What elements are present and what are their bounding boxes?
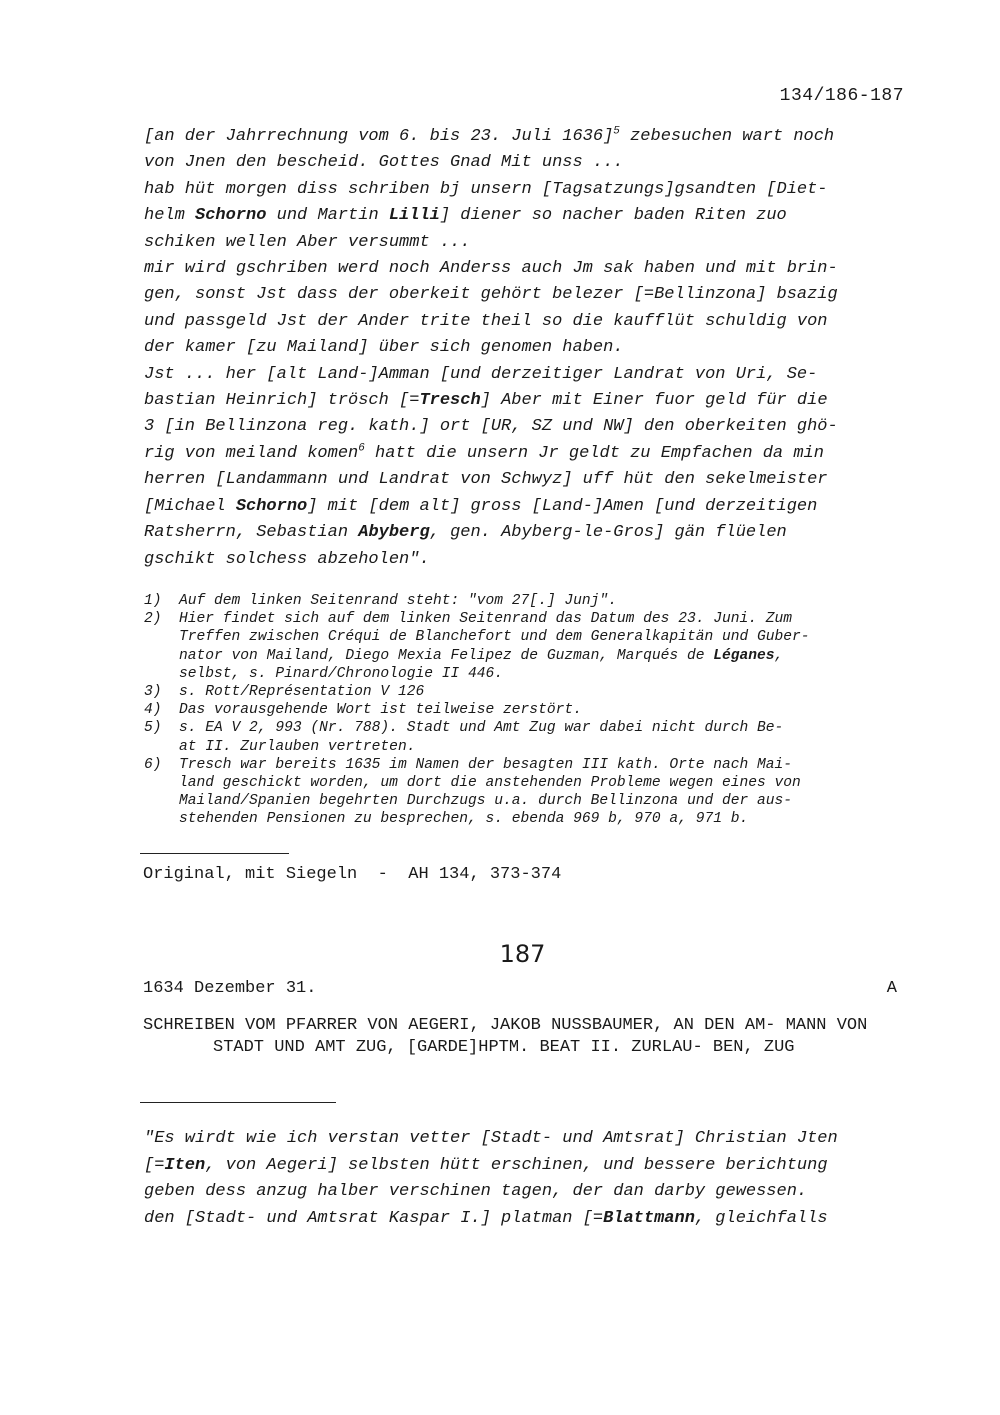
emphasized-name: Léganes — [713, 647, 775, 664]
footnote — [144, 719, 914, 755]
text-line — [144, 441, 904, 467]
text-run: [Michael — [144, 496, 236, 516]
footnotes — [144, 592, 914, 829]
text-run: "Es wirdt wie ich verstan vetter [Stadt- und Amtsrat] Christian Jten — [144, 1129, 838, 1148]
document-type-letter: A — [886, 979, 897, 998]
text-line — [144, 256, 904, 282]
text-line — [144, 1153, 904, 1180]
text-line — [144, 494, 904, 520]
footnote-marker: 6 — [358, 442, 365, 455]
footnote — [144, 701, 914, 719]
text-line — [144, 282, 904, 308]
text-run: der kamer [zu Mailand] über sich genomen haben. — [144, 338, 624, 358]
footnote-line — [179, 792, 914, 810]
footnote-line — [179, 756, 914, 774]
footnote-number: 2) — [144, 611, 162, 628]
text-run: schiken wellen Aber versummt ... — [144, 232, 471, 252]
text-run: land geschickt worden, um dort die anstehenden Probleme wegen eines von — [179, 775, 801, 792]
footnote-line — [179, 738, 914, 756]
text-run: , gleichfalls — [694, 1208, 828, 1228]
text-line — [144, 362, 904, 388]
text-run: ] mit [dem alt] gross [Land-]Amen [und derzeitigen — [307, 496, 818, 516]
footnote-line — [179, 610, 914, 628]
text-run: Das vorausgehende Wort ist teilweise zerstört. — [179, 702, 582, 719]
emphasized-name: Abyberg — [358, 523, 430, 543]
text-line — [144, 467, 904, 493]
text-line — [144, 309, 904, 335]
emphasized-name: Schorno — [195, 206, 267, 226]
document-number: 187 — [499, 940, 546, 968]
text-run: 3 [in Bellinzona reg. kath.] ort [UR, SZ und NW] den oberkeiten ghö- — [144, 417, 838, 437]
text-run: Hier findet sich auf dem linken Seitenrand das Datum des 23. Juni. Zum — [179, 611, 793, 628]
text-run: , — [774, 647, 784, 664]
text-run: geben dess anzug halber verschinen tagen, der dan darby gewessen. — [144, 1182, 808, 1202]
text-line — [144, 177, 904, 203]
letter-text — [144, 1126, 904, 1232]
divider-rule — [140, 853, 289, 854]
text-run: mir wird gschriben werd noch Anderss auch Jm sak haben und mit brin- — [144, 259, 838, 279]
text-run: , von Aegeri] selbsten hütt erschinen, und bessere berichtung — [205, 1155, 828, 1175]
text-run: stehenden Pensionen zu besprechen, s. ebenda 969 b, 970 a, 971 b. — [179, 811, 749, 828]
text-line — [144, 388, 904, 414]
text-line — [144, 150, 904, 176]
letter-text-continued — [144, 124, 904, 573]
text-run: hab hüt morgen diss schriben bj unsern [Tagsatzungs]gsandten [Diet- — [144, 179, 828, 199]
text-run: Ratsherrn, Sebastian — [144, 523, 359, 543]
text-run: und passgeld Jst der Ander trite theil so die kaufflüt schuldig von — [144, 311, 828, 331]
footnote — [144, 610, 914, 683]
text-run: herren [Landammann und Landrat von Schwyz] uff hüt den sekelmeister — [144, 470, 828, 490]
text-run: nator von Mailand, Diego Mexia Felipez de Guzman, Marqués de — [179, 647, 714, 664]
text-run: s. EA V 2, 993 (Nr. 788). Stadt und Amt Zug war dabei nicht durch Be- — [179, 720, 784, 737]
footnote-line — [179, 774, 914, 792]
footnote-line — [179, 683, 914, 701]
text-run: rig von meiland komen — [144, 443, 359, 463]
footnote-line — [179, 647, 914, 665]
text-run: [an der Jahrrechnung vom 6. bis 23. Juli 1636] — [144, 127, 614, 146]
emphasized-name: Lilli — [388, 206, 440, 226]
text-line — [144, 124, 904, 150]
text-run: Mailand/Spanien begehrten Durchzugs u.a. durch Bellinzona und der aus- — [179, 793, 793, 810]
text-run: ] Aber mit Einer fuor geld für die — [480, 391, 828, 411]
source-note: Original, mit Siegeln - AH 134, 373-374 — [143, 865, 562, 884]
emphasized-name: Schorno — [235, 496, 308, 516]
footnote-line — [179, 665, 914, 683]
text-run: und Martin — [266, 206, 389, 226]
text-run: Jst ... her [alt Land-]Amman [und derzeitiger Landrat von Uri, Se- — [144, 364, 818, 384]
footnote-line — [179, 628, 914, 646]
footnote-line — [179, 719, 914, 737]
document-date: 1634 Dezember 31. — [143, 979, 317, 998]
text-run: gen, sonst Jst dass der oberkeit gehört belezer [=Bellinzona] bsazig — [144, 285, 838, 305]
emphasized-name: Iten — [164, 1155, 206, 1175]
text-run: selbst, s. Pinard/Chronologie II 446. — [179, 665, 504, 682]
footnote-number: 4) — [144, 702, 162, 719]
footnote — [144, 683, 914, 701]
footnote-number: 3) — [144, 684, 162, 701]
text-line — [144, 1179, 904, 1206]
text-run: [= — [144, 1155, 165, 1175]
text-run: s. Rott/Représentation V 126 — [179, 684, 425, 701]
text-run: Treffen zwischen Créqui de Blanchefort und dem Generalkapitän und Guber- — [179, 629, 810, 646]
emphasized-name: Tresch — [419, 391, 481, 411]
footnote-number: 6) — [144, 756, 162, 773]
text-line — [144, 203, 904, 229]
text-run: Auf dem linken Seitenrand steht: "vom 27[.] Junj". — [179, 593, 617, 609]
footnote — [144, 756, 914, 829]
text-run: at II. Zurlauben vertreten. — [179, 738, 416, 755]
text-run: , gen. Abyberg-le-Gros] gän flüelen — [429, 523, 787, 543]
text-line — [144, 547, 904, 573]
footnote-line — [179, 701, 914, 719]
text-run: von Jnen den bescheid. Gottes Gnad Mit unss ... — [144, 153, 624, 173]
text-run: Tresch war bereits 1635 im Namen der besagten III kath. Orte nach Mai- — [179, 756, 793, 773]
footnote-line — [179, 592, 914, 610]
text-line — [144, 520, 904, 546]
text-line — [144, 1206, 904, 1233]
divider-rule — [140, 1102, 336, 1103]
footnote-number: 5) — [144, 720, 162, 737]
text-run: helm — [144, 206, 196, 226]
text-run: ] diener so nacher baden Riten zuo — [439, 206, 787, 226]
text-run: den [Stadt- und Amtsrat Kaspar I.] platman [= — [144, 1208, 604, 1228]
text-run: bastian Heinrich] trösch [= — [144, 391, 420, 411]
footnote-line — [179, 810, 914, 828]
footnote-marker: 5 — [613, 125, 620, 138]
page-reference: 134/186-187 — [779, 86, 904, 106]
text-line — [144, 230, 904, 256]
text-line — [144, 1126, 904, 1153]
document-heading: SCHREIBEN VOM PFARRER VON AEGERI, JAKOB NUSSBAUMER, AN DEN AM- MANN VON STADT UND AMT ZUG, [GARDE]HPTM. BEAT II. ZURLAU- BEN, ZUG — [143, 1016, 868, 1057]
text-run: gschikt solchess abzeholen". — [144, 549, 430, 569]
emphasized-name: Blattmann — [603, 1208, 695, 1228]
text-run: hatt die unsern Jr geldt zu Empfachen da min — [364, 443, 824, 463]
footnote — [144, 592, 914, 610]
text-run: zebesuchen wart noch — [619, 127, 835, 146]
text-line — [144, 335, 904, 361]
footnote-number: 1) — [144, 593, 162, 609]
text-line — [144, 414, 904, 440]
